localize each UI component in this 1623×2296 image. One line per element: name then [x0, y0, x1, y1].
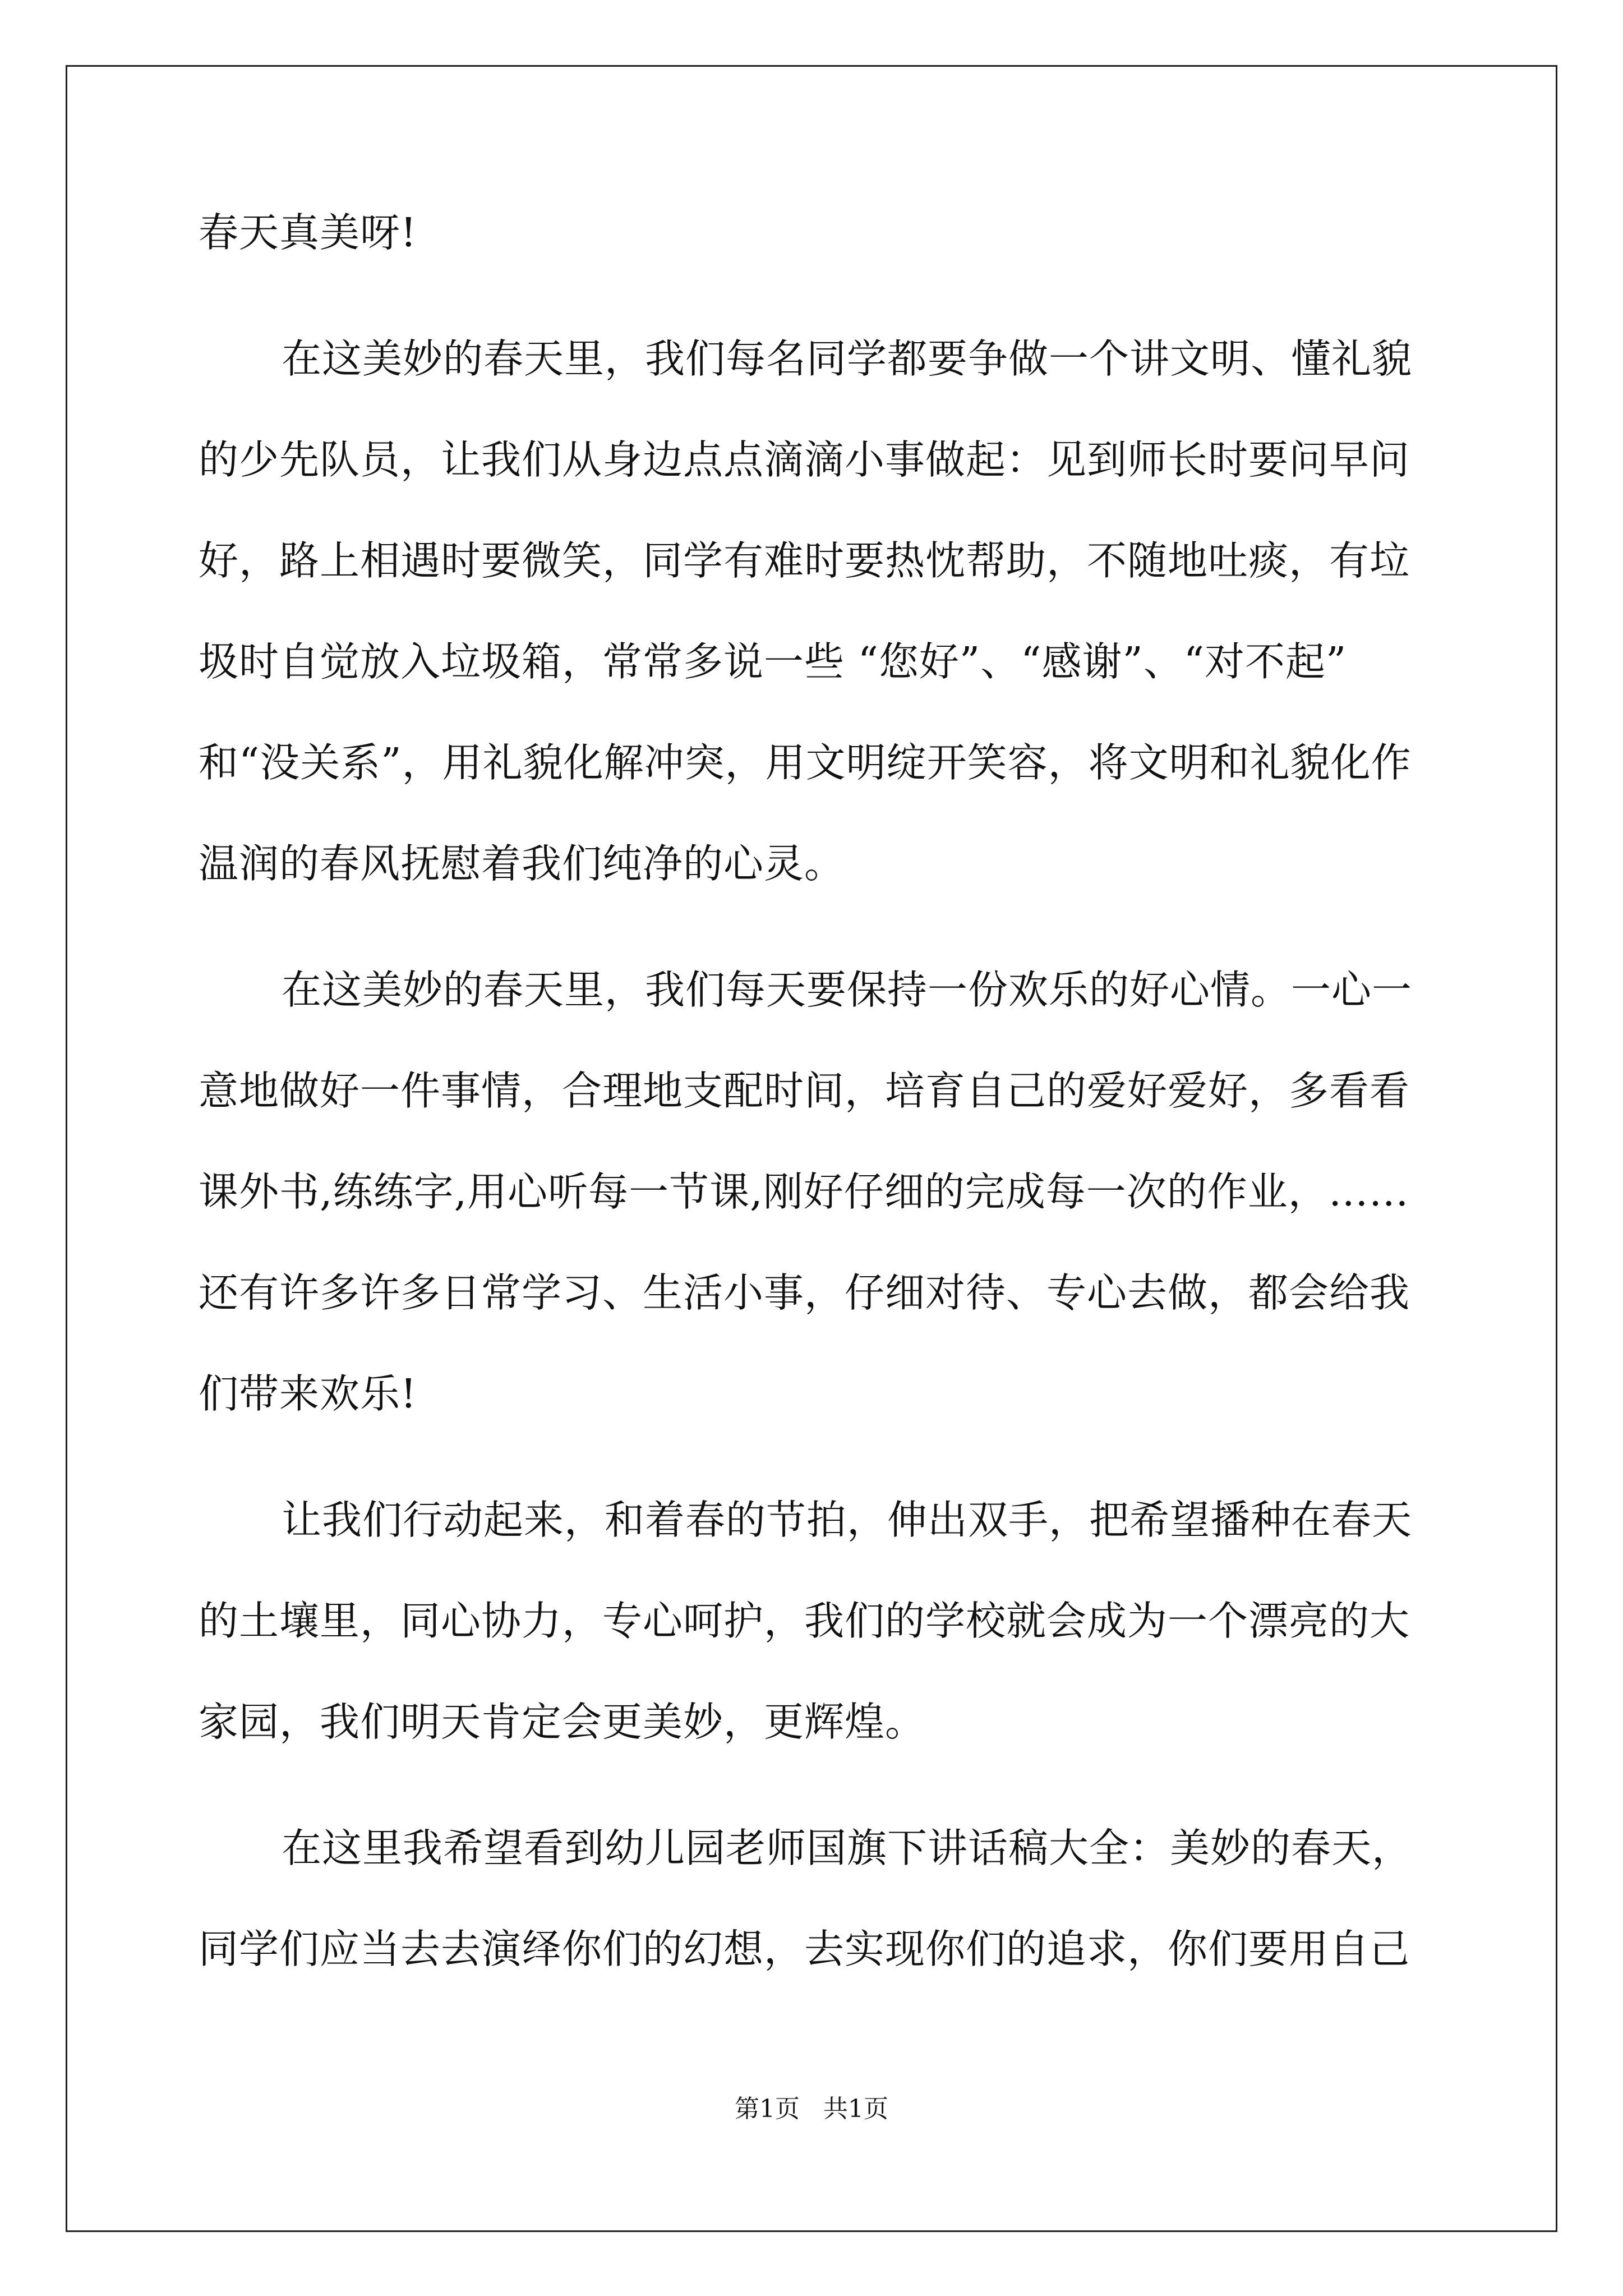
- text-line: 课外书,练练字,用心听每一节课,刚好仔细的完成每一次的作业，……: [199, 1168, 1409, 1215]
- text-line: 在这美妙的春天里，我们每名同学都要争做一个讲文明、懂礼貌: [282, 335, 1413, 382]
- text-line: 的土壤里，同心协力，专心呵护，我们的学校就会成为一个漂亮的大: [199, 1598, 1410, 1644]
- text-line: 还有许多许多日常学习、生活小事，仔细对待、专心去做，都会给我: [199, 1269, 1410, 1316]
- text-line: 在这美妙的春天里，我们每天要保持一份欢乐的好心情。一心一: [282, 967, 1413, 1013]
- text-line: 同学们应当去去演绎你们的幻想，去实现你们的追求，你们要用自己: [199, 1926, 1410, 1972]
- text-line: 们带来欢乐!: [199, 1370, 417, 1417]
- text-line: 温润的春风抚慰着我们纯净的心灵。: [199, 840, 845, 887]
- text-line: 和“没关系”，用礼貌化解冲突，用文明绽开笑容，将文明和礼貌化作: [199, 739, 1412, 786]
- text-line: 春天真美呀!: [199, 209, 417, 256]
- text-line: 在这里我希望看到幼儿园老师国旗下讲话稿大全：美妙的春天，: [282, 1825, 1413, 1871]
- text-line: 的少先队员，让我们从身边点点滴滴小事做起：见到师长时要问早问: [199, 436, 1410, 483]
- text-line: 意地做好一件事情，合理地支配时间，培育自己的爱好爱好，多看看: [199, 1068, 1410, 1114]
- text-line: 家园，我们明天肯定会更美妙，更辉煌。: [199, 1699, 926, 1745]
- page-footer: 第1页 共1页: [735, 2095, 888, 2123]
- text-line: 圾时自觉放入垃圾箱，常常多说一些 “您好”、“感谢”、“对不起”: [199, 638, 1347, 685]
- text-line: 好，路上相遇时要微笑，同学有难时要热忱帮助，不随地吐痰，有垃: [199, 537, 1410, 584]
- text-line: 让我们行动起来，和着春的节拍，伸出双手，把希望播种在春天: [282, 1497, 1413, 1543]
- page-border: [66, 65, 1557, 2232]
